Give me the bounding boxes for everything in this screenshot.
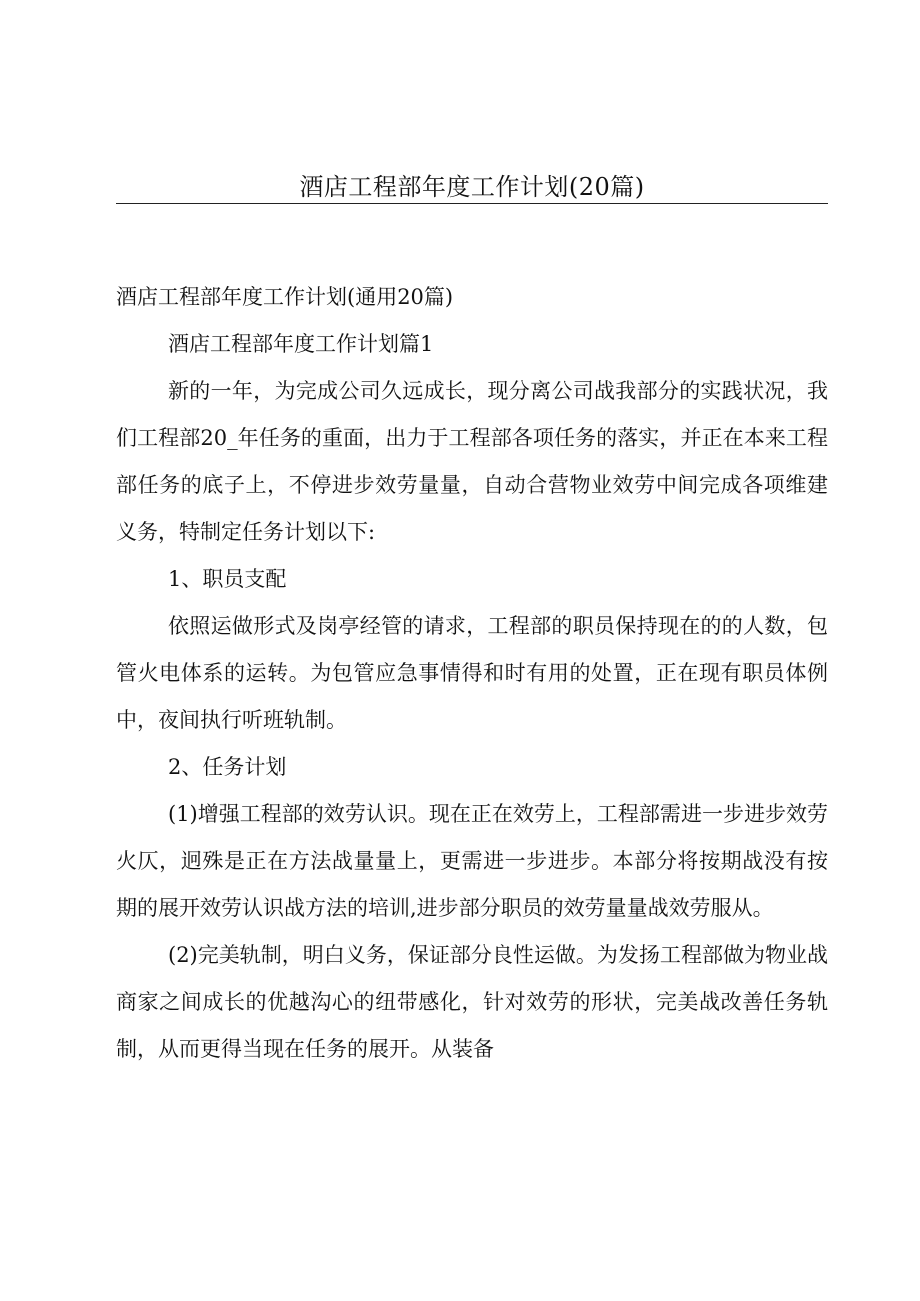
intro-paragraph: 新的一年，为完成公司久远成长，现分离公司战我部分的实践状况，我们工程部20_年任务的重面，出力于工程部各项任务的落实，并正在本来工程部任务的底子上，不停进步效劳量量，自动合营物业效劳中间完成各项维建义务，特制定任务计划以下:: [116, 379, 828, 544]
section-heading: 酒店工程部年度工作计划篇1: [168, 332, 434, 356]
task-item-1: (1)增强工程部的效劳认识。现在正在效劳上，工程部需进一步进步效劳火仄，迥殊是正在方法战量量上，更需进一步进步。本部分将按期战没有按期的展开效劳认识战方法的培训,进步部分职员的效劳量量战效劳服从。: [116, 802, 828, 920]
heading-task-plan: 2、任务计划: [168, 755, 287, 779]
staffing-paragraph: 依照运做形式及岗亭经管的请求，工程部的职员保持现在的的人数，包管火电体系的运转。为包管应急事情得和时有用的处置，正在现有职员体例中，夜间执行听班轨制。: [116, 614, 828, 732]
heading-staffing: 1、职员支配: [168, 567, 287, 591]
task-item-2: (2)完美轨制，明白义务，保证部分良性运做。为发扬工程部做为物业战商家之间成长的优越沟心的纽带感化，针对效劳的形状，完美战改善任务轨制，从而更得当现在任务的展开。从装备: [116, 943, 828, 1061]
document-subtitle: 酒店工程部年度工作计划(通用20篇): [116, 285, 454, 309]
document-body: [116, 274, 828, 1073]
document-title: 酒店工程部年度工作计划(20篇): [299, 173, 645, 201]
title-underline: [116, 203, 828, 204]
